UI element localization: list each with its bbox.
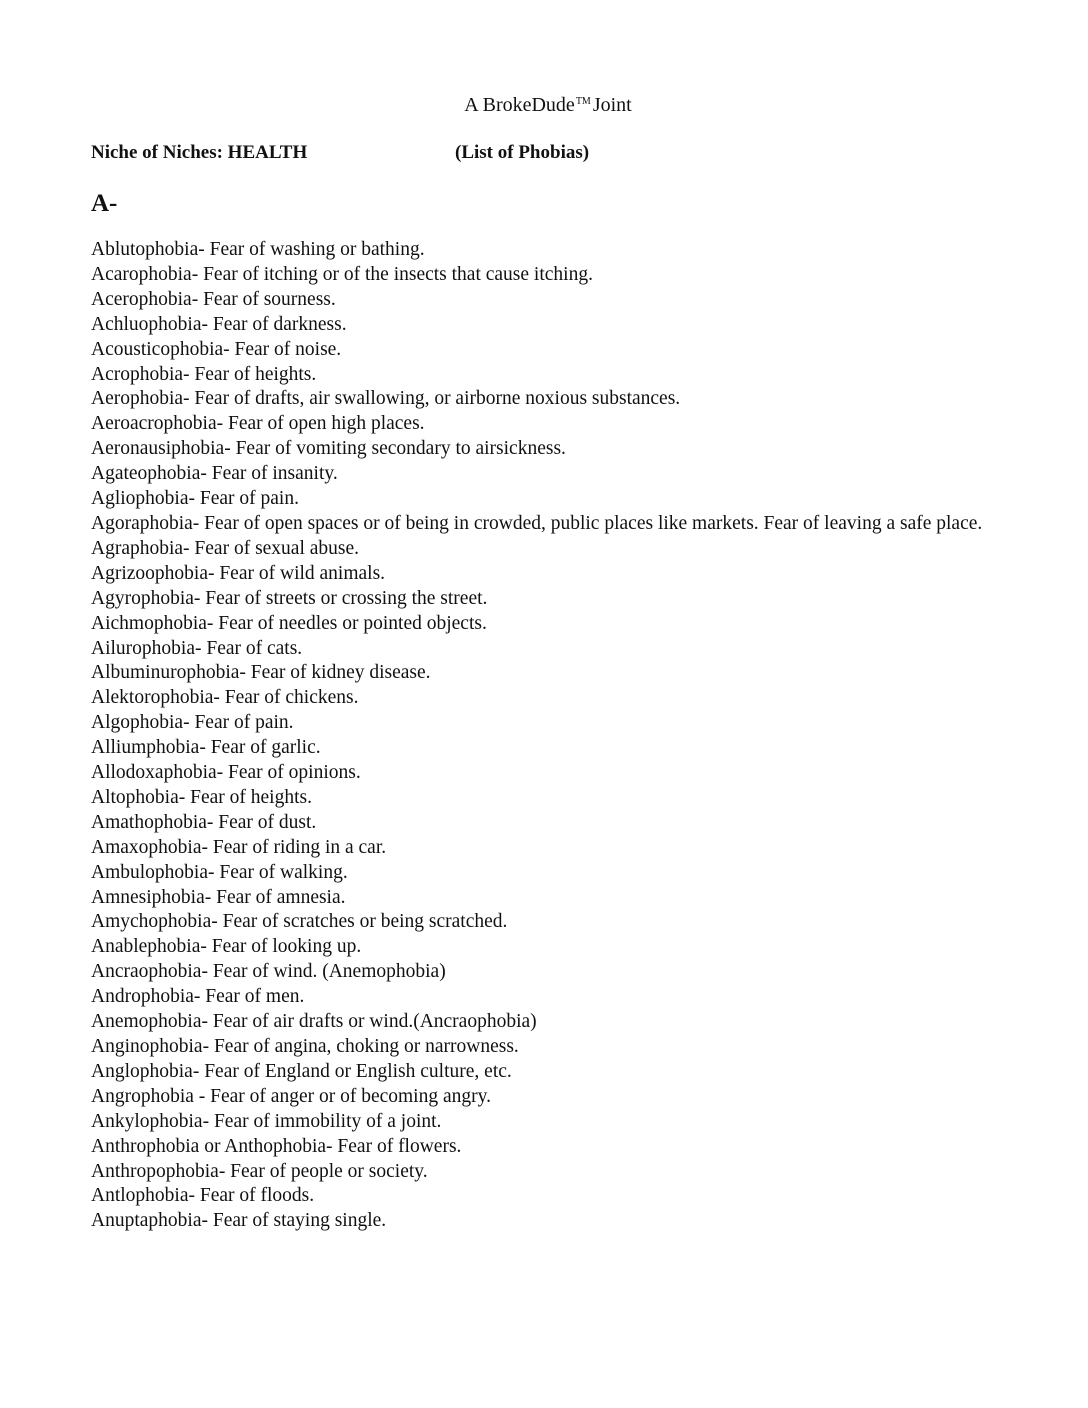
phobia-entry: Achluophobia- Fear of darkness. — [91, 313, 347, 335]
phobia-entry: Anthrophobia or Anthophobia- Fear of flowers. — [91, 1135, 462, 1157]
phobia-entry: Amathophobia- Fear of dust. — [91, 811, 317, 833]
phobia-entry: Agraphobia- Fear of sexual abuse. — [91, 537, 360, 559]
phobia-entry: Amychophobia- Fear of scratches or being scratched. — [91, 911, 508, 933]
list-title: (List of Phobias) — [455, 142, 590, 163]
phobia-entry: Anthropophobia- Fear of people or society. — [91, 1160, 428, 1182]
phobia-entry: Agateophobia- Fear of insanity. — [91, 463, 338, 485]
phobia-entry: Aichmophobia- Fear of needles or pointed objects. — [91, 612, 487, 634]
phobia-entry: Angrophobia - Fear of anger or of becoming angry. — [91, 1085, 491, 1107]
phobia-entry: Ablutophobia- Fear of washing or bathing. — [91, 239, 425, 260]
section-heading: A- — [91, 190, 118, 217]
phobia-list — [91, 238, 991, 1234]
phobia-entry: Anablephobia- Fear of looking up. — [91, 936, 362, 958]
phobia-entry: Acarophobia- Fear of itching or of the insects that cause itching. — [91, 263, 593, 285]
phobia-entry: Anginophobia- Fear of angina, choking or narrowness. — [91, 1036, 519, 1057]
phobia-entry: Algophobia- Fear of pain. — [91, 712, 294, 734]
phobia-entry: Alliumphobia- Fear of garlic. — [91, 737, 321, 759]
niche-title: Niche of Niches: HEALTH — [91, 142, 308, 163]
phobia-entry: Albuminurophobia- Fear of kidney disease. — [91, 662, 431, 684]
phobia-entry: Agyrophobia- Fear of streets or crossing the street. — [91, 587, 488, 609]
phobia-entry: Ailurophobia- Fear of cats. — [91, 637, 303, 659]
phobia-entry: Allodoxaphobia- Fear of opinions. — [91, 762, 361, 784]
phobia-entry: Anuptaphobia- Fear of staying single. — [91, 1210, 387, 1232]
phobia-entry: Agoraphobia- Fear of open spaces or of being in crowded, public places like markets. Fear of leaving a safe place. — [91, 512, 983, 534]
phobia-entry: Agrizoophobia- Fear of wild animals. — [91, 562, 386, 584]
phobia-entry: Amnesiphobia- Fear of amnesia. — [91, 886, 346, 908]
document-header — [0, 90, 1088, 117]
phobia-entry: Aerophobia- Fear of drafts, air swallowing, or airborne noxious substances. — [91, 388, 681, 410]
header-prefix: A BrokeDude — [464, 94, 575, 116]
phobia-entry: Agliophobia- Fear of pain. — [91, 488, 299, 510]
phobia-entry: Antlophobia- Fear of floods. — [91, 1185, 315, 1207]
phobia-entry: Alektorophobia- Fear of chickens. — [91, 687, 359, 709]
header-suffix: Joint — [592, 94, 632, 116]
phobia-entry: Acerophobia- Fear of sourness. — [91, 288, 336, 310]
phobia-entry: Ancraophobia- Fear of wind. (Anemophobia) — [91, 961, 446, 983]
phobia-entry: Ambulophobia- Fear of walking. — [91, 861, 348, 883]
phobia-entry: Anemophobia- Fear of air drafts or wind.(Ancraophobia) — [91, 1011, 537, 1033]
phobia-entry: Aeronausiphobia- Fear of vomiting secondary to airsickness. — [91, 438, 566, 460]
trademark-symbol: TM — [575, 96, 591, 107]
phobia-entry: Ankylophobia- Fear of immobility of a joint. — [91, 1110, 442, 1132]
phobia-entry: Altophobia- Fear of heights. — [91, 786, 312, 808]
phobia-entry: Anglophobia- Fear of England or English culture, etc. — [91, 1060, 512, 1082]
phobia-entry: Acrophobia- Fear of heights. — [91, 363, 317, 385]
phobia-entry: Aeroacrophobia- Fear of open high places. — [91, 413, 425, 435]
phobia-entry: Androphobia- Fear of men. — [91, 986, 305, 1008]
phobia-entry: Amaxophobia- Fear of riding in a car. — [91, 836, 387, 858]
phobia-entry: Acousticophobia- Fear of noise. — [91, 338, 342, 360]
